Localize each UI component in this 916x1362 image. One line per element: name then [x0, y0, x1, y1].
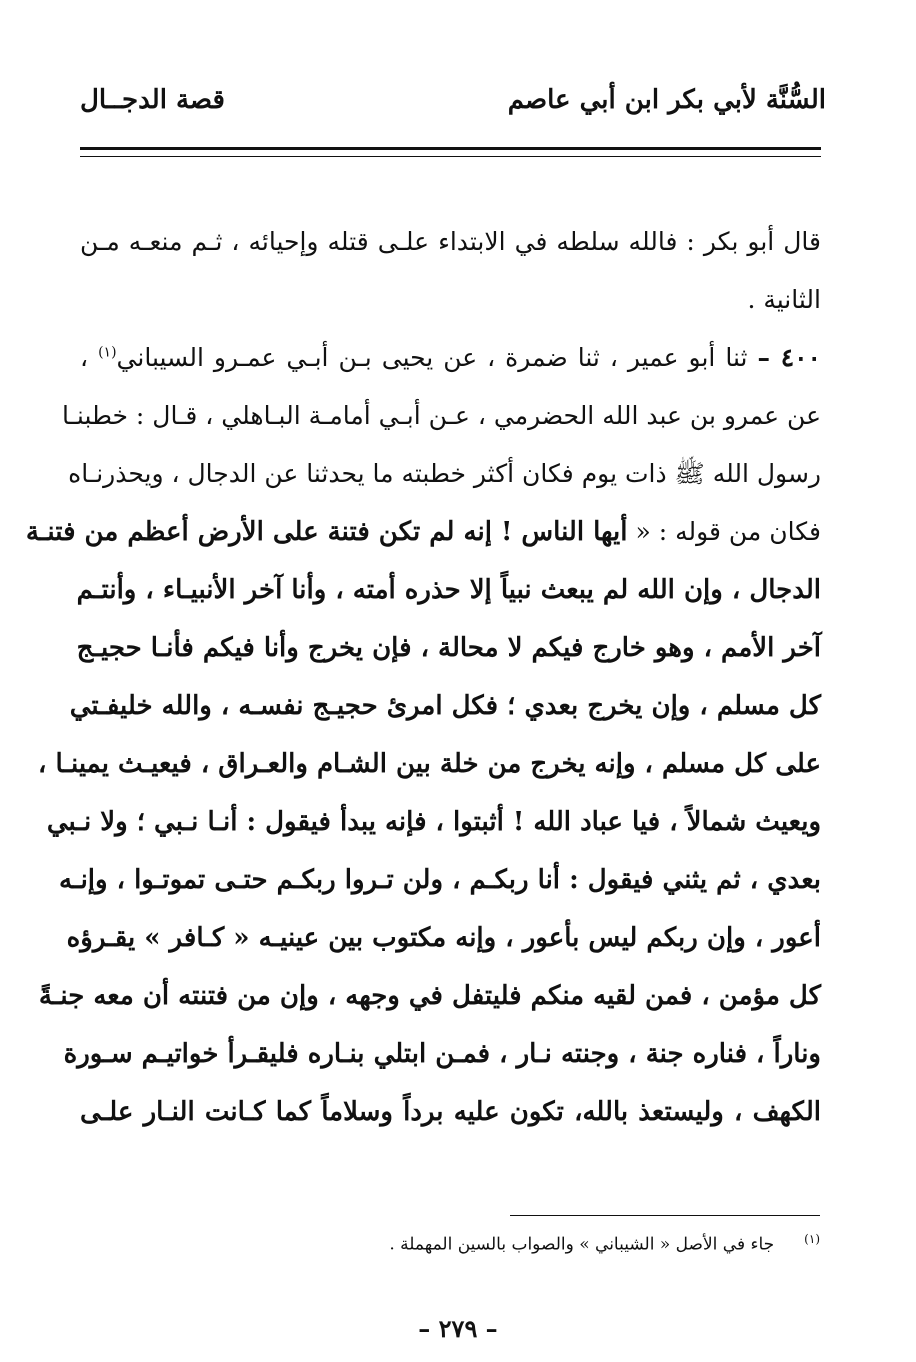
page-body [25, 213, 821, 1141]
hadith-isnad-start: ثنا أبو عمير ، ثنا ضمرة ، عن يحيى بـن أبـي عمـرو السيباني [116, 343, 748, 372]
hadith-line-1 [80, 329, 821, 387]
footnote-text: جاء في الأصل « الشيباني » والصواب بالسين المهملة . [389, 1234, 775, 1255]
header-rule-thick [80, 147, 821, 150]
hadith-line-12: كل مؤمن ، فمن لقيه منكم فليتفل في وجهه ، وإن من فتنته أن معه جنـةً [38, 981, 821, 1011]
hadith-line-7: كل مسلم ، وإن يخرج بعدي ؛ فكل امرئ حجيـج نفسـه ، والله خليفـتي [69, 691, 821, 721]
header-rule-thin [80, 156, 821, 157]
chapter-title: قصة الدجــال [80, 85, 225, 115]
book-title: السُّنَّة لأبي بكر ابن أبي عاصم [507, 85, 826, 115]
footnote-rule [510, 1215, 820, 1216]
hadith-line-10: بعدي ، ثم يثني فيقول : أنا ربكـم ، ولن تـروا ربكـم حتـى تموتـوا ، وإنـه [59, 865, 821, 895]
hadith-number: ٤٠٠ – [757, 343, 821, 372]
hadith-line-14: الكهف ، وليستعذ بالله، تكون عليه برداً وسلاماً كما كـانت النـار علـى [80, 1097, 821, 1127]
hadith-line-4-plain: فكان من قوله : « [635, 517, 821, 546]
hadith-line-2: عن عمرو بن عبد الله الحضرمي ، عـن أبـي أمامـة البـاهلي ، قـال : خطبنـا [61, 401, 821, 430]
intro-line-2: الثانية . [747, 285, 821, 314]
footnote [300, 1232, 820, 1255]
hadith-line-1-end: ، [80, 343, 89, 372]
hadith-line-6: آخر الأمم ، وهو خارج فيكم لا محالة ، فإن يخرج وأنا فيكم فأنـا حجيـج [76, 633, 821, 663]
footnote-mark: (١) [804, 1232, 820, 1246]
hadith-line-5: الدجال ، وإن الله لم يبعث نبياً إلا حذره أمته ، وأنا آخر الأنبيـاء ، وأنتـم [76, 575, 821, 605]
footnote-ref: (١) [98, 344, 117, 361]
hadith-line-13: وناراً ، فناره جنة ، وجنته نـار ، فمـن ابتلي بنـاره فليقـرأ خواتيـم سـورة [63, 1039, 821, 1069]
hadith-line-3: رسول الله ﷺ ذات يوم فكان أكثر خطبته ما يحدثنا عن الدجال ، ويحذرنـاه [68, 459, 821, 488]
hadith-line-9: ويعيث شمالاً ، فيا عباد الله ! أثبتوا ، فإنه يبدأ فيقول : أنـا نـبي ؛ ولا نـبي [46, 807, 821, 837]
hadith-line-4-bold: أيها الناس ! إنه لم تكن فتنة على الأرض أعظم من فتنـة [25, 517, 628, 547]
page-number: – ٢٧٩ – [418, 1314, 498, 1343]
hadith-line-11: أعور ، وإن ربكم ليس بأعور ، وإنه مكتوب بين عينيـه « كـافر » يقـرؤه [66, 923, 821, 953]
page-header [80, 78, 826, 122]
intro-line-1: قال أبو بكر : فالله سلطه في الابتداء علـى قتله وإحيائه ، ثـم منعـه مـن [80, 227, 821, 256]
hadith-line-8: على كل مسلم ، وإنه يخرج من خلة بين الشـام والعـراق ، فيعيـث يمينـا ، [38, 749, 821, 779]
hadith-line-4 [25, 503, 821, 561]
